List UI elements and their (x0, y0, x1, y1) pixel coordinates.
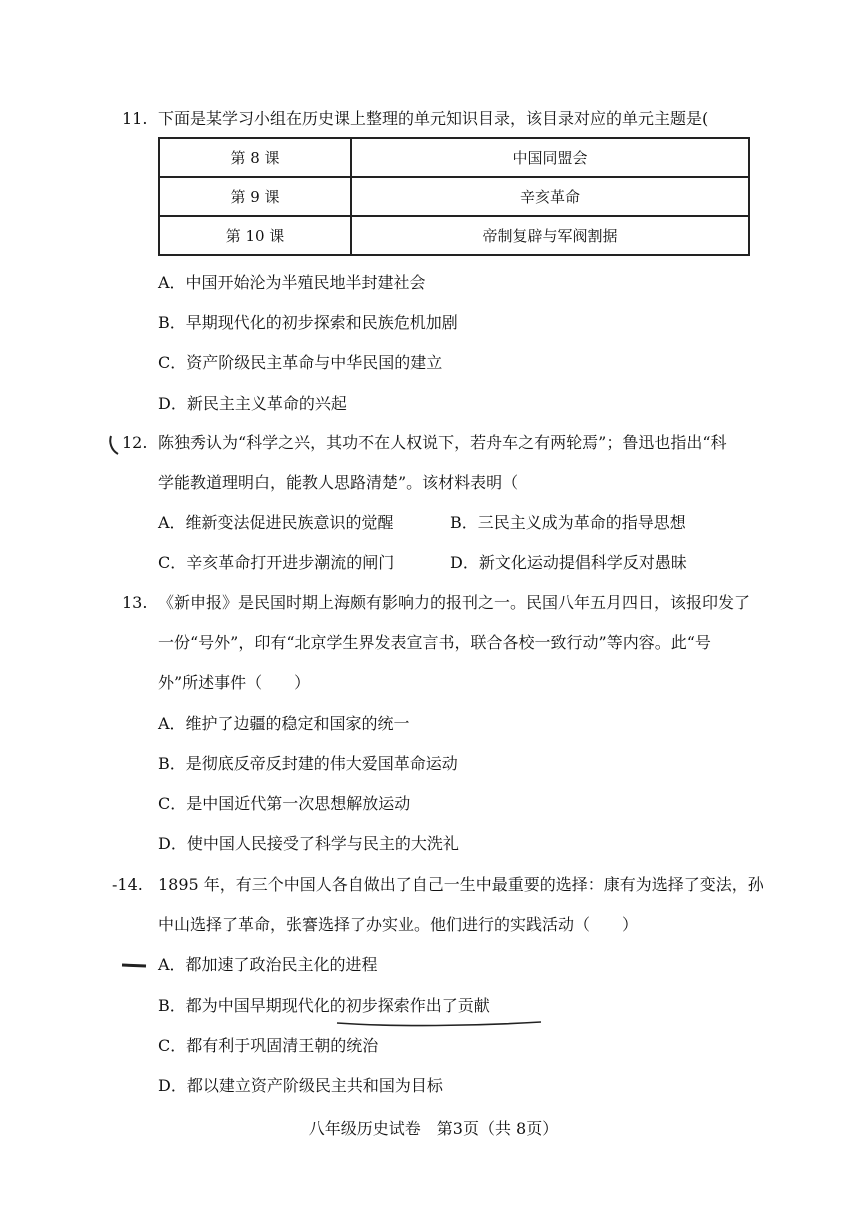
q12-option-a: A．维新变法促进民族意识的觉醒 (158, 513, 394, 532)
q12-number: 12. (122, 433, 148, 452)
q14-option-b: B．都为中国早期现代化的初步探索作出了贡献 (158, 996, 490, 1015)
table-cell-lesson: 第 8 课 (159, 138, 351, 177)
table-cell-topic: 帝制复辟与军阀割据 (351, 216, 749, 255)
table-row (159, 138, 749, 177)
q11-stem-text: 下面是某学习小组在历史课上整理的单元知识目录，该目录对应的单元主题是( (158, 109, 709, 128)
q12-stem-text-1: 陈独秀认为“科学之兴，其功不在人权说下，若舟车之有两轮焉”；鲁迅也指出“科 (158, 433, 727, 452)
table-cell-topic: 辛亥革命 (351, 177, 749, 216)
q13-stem-line3: 外”所述事件（ ） (158, 673, 311, 692)
pen-mark-icon (120, 960, 150, 970)
q12-option-b: B．三民主义成为革命的指导思想 (450, 513, 686, 532)
q14-option-d: D．都以建立资产阶级民主共和国为目标 (158, 1076, 443, 1095)
q14-option-a: A．都加速了政治民主化的进程 (158, 955, 378, 974)
q11-option-c: C．资产阶级民主革命与中华民国的建立 (158, 353, 443, 372)
q13-option-b: B．是彻底反帝反封建的伟大爱国革命运动 (158, 754, 458, 773)
q14-option-c: C．都有利于巩固清王朝的统治 (158, 1036, 379, 1055)
q13-option-a: A．维护了边疆的稳定和国家的统一 (158, 714, 410, 733)
q11-option-d: D．新民主主义革命的兴起 (158, 394, 347, 413)
q12-stem-line2: 学能教道理明白，能教人思路清楚”。该材料表明（ (158, 473, 519, 492)
q13-stem-line2: 一份“号外”，印有“北京学生界发表宣言书，联合各校一致行动”等内容。此“号 (158, 633, 711, 652)
q14-stem-line2: 中山选择了革命，张謇选择了办实业。他们进行的实践活动（ ） (158, 915, 639, 934)
q13-stem-line1 (122, 592, 750, 614)
q11-option-b: B．早期现代化的初步探索和民族危机加剧 (158, 313, 458, 332)
q14-stem-line1 (112, 874, 764, 896)
table-row (159, 216, 749, 255)
table-row (159, 177, 749, 216)
table-cell-lesson: 第 9 课 (159, 177, 351, 216)
q11-number: 11. (122, 109, 148, 128)
handwritten-underline (335, 1019, 545, 1029)
q12-option-c: C．辛亥革命打开进步潮流的闸门 (158, 553, 395, 572)
q14-stem-text-1: 1895 年，有三个中国人各自做出了自己一生中最重要的选择：康有为选择了变法，孙 (158, 875, 764, 894)
q13-stem-text-1: 《新申报》是民国时期上海颇有影响力的报刊之一。民国八年五月四日，该报印发了 (158, 593, 751, 612)
q11-option-a: A．中国开始沦为半殖民地半封建社会 (158, 273, 426, 292)
q14-number: -14. (112, 875, 143, 894)
table-cell-topic: 中国同盟会 (351, 138, 749, 177)
q13-option-d: D．使中国人民接受了科学与民主的大洗礼 (158, 834, 459, 853)
q13-option-c: C．是中国近代第一次思想解放运动 (158, 794, 411, 813)
table-cell-lesson: 第 10 课 (159, 216, 351, 255)
unit-table (158, 137, 750, 256)
page-footer: 八年级历史试卷 第3页（共 8页） (308, 1119, 559, 1138)
q11-stem (122, 108, 708, 130)
q12-option-d: D．新文化运动提倡科学反对愚昧 (450, 553, 687, 572)
q13-number: 13. (122, 593, 148, 612)
q12-stem-line1 (122, 432, 727, 454)
